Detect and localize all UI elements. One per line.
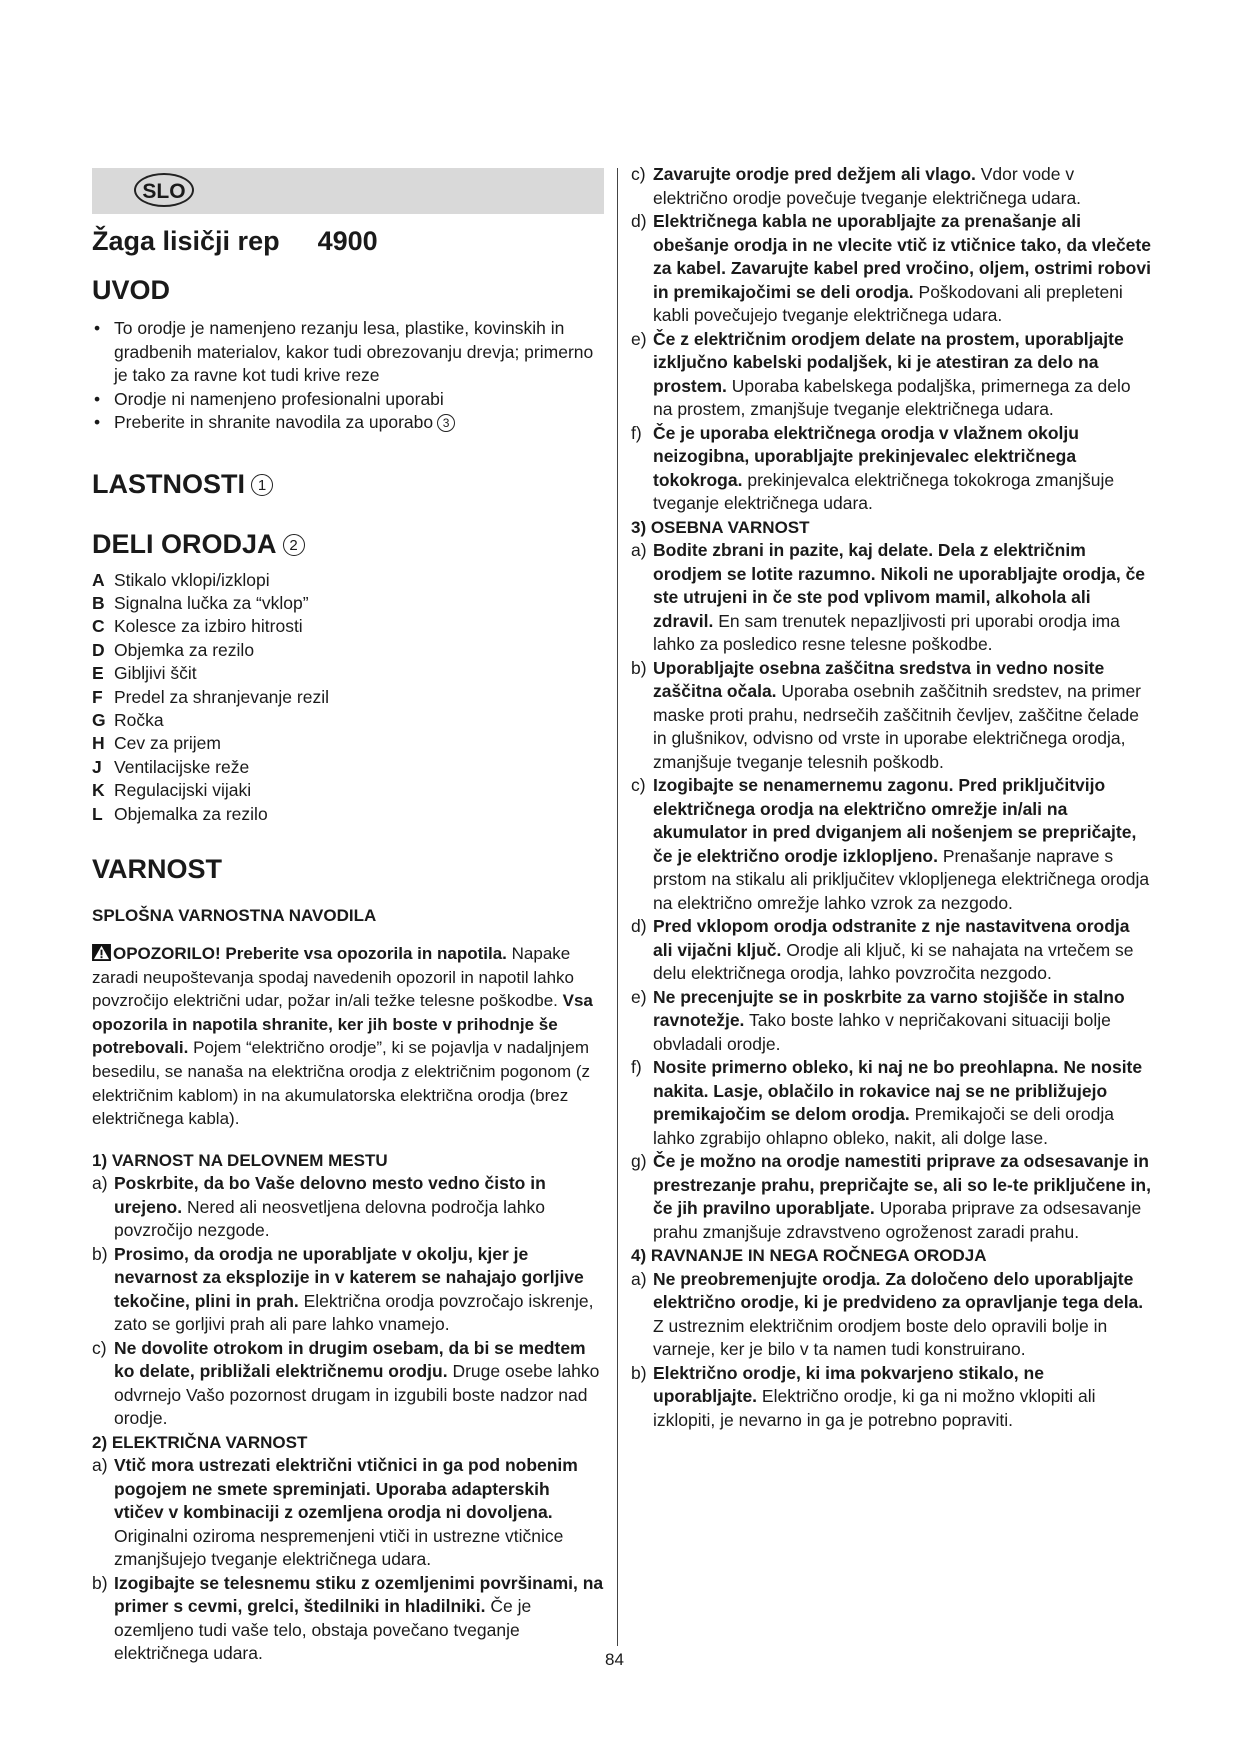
- language-badge: SLO: [134, 173, 194, 207]
- intro-list: [92, 317, 604, 435]
- item-text: Uporaba priprave za odsesavanje prahu zmanjšuje zdravstveno ogroženost zaradi prahu.: [653, 1198, 1142, 1242]
- subheading-general-safety: SPLOŠNA VARNOSTNA NAVODILA: [92, 905, 377, 925]
- item-text: Prenašanje naprave s prstom na stikalu ali priključitev vklopljenega električnega orodja na električno omrežje lahko vzrok za nezgodo.: [653, 845, 1150, 913]
- item-label: f): [631, 422, 642, 443]
- section-title: 1) VARNOST NA DELOVNEM MESTU: [92, 1150, 388, 1170]
- list-item: [631, 328, 1151, 422]
- part-label: Kolesce za izbiro hitrosti: [114, 616, 303, 637]
- part-key: K: [92, 780, 105, 801]
- item-label: a): [92, 1455, 108, 1476]
- list-item: [631, 163, 1151, 210]
- part-label: Stikalo vklopi/izklopi: [114, 569, 270, 590]
- item-bold: Bodite zbrani in pazite, kaj delate. Dela z električnim orodjem se lotite razumno. Nikoli ne uporabljajte orodja, če ste utrujeni in če ste pod vplivom mamil, alkohola ali zdravil.: [653, 540, 1146, 631]
- part-item: [92, 569, 604, 592]
- item-text: Električna orodja povzročajo iskrenje, zato se gorljivi prah ali pare lahko vnamejo.: [114, 1290, 594, 1335]
- item-bold: Ne dovolite otrokom in drugim osebam, da bi se medtem ko delate, približali električnemu orodju.: [114, 1337, 586, 1382]
- item-bold: Nosite primerno obleko, ki naj ne bo preohlapna. Ne nosite nakita. Lasje, oblačilo in rokavice naj se ne približujejo premikajočim se delom orodja.: [653, 1057, 1143, 1124]
- list-item: [631, 210, 1151, 328]
- item-label: a): [631, 1268, 647, 1289]
- column-divider: [617, 168, 618, 1646]
- part-item: [92, 732, 604, 755]
- item-bold: Zavarujte orodje pred dežjem ali vlago.: [653, 164, 976, 184]
- item-label: c): [631, 775, 646, 795]
- list-item: [631, 657, 1151, 775]
- figure-ref: 1: [251, 474, 273, 496]
- part-key: J: [92, 756, 102, 777]
- part-key: A: [92, 569, 105, 590]
- list-item: [631, 1362, 1151, 1433]
- part-key: L: [92, 803, 103, 824]
- item-label: f): [631, 1057, 642, 1077]
- item-label: c): [631, 164, 646, 184]
- part-label: Objemalka za rezilo: [114, 803, 268, 824]
- part-item: [92, 779, 604, 802]
- item-text: Električno orodje, ki ga ni možno vklopiti ali izklopiti, je nevarno in ga je potrebno popraviti.: [653, 1386, 1096, 1430]
- item-label: e): [631, 328, 647, 349]
- list-item: [631, 986, 1151, 1057]
- item-label: b): [92, 1572, 108, 1593]
- item-bold: Ne preobremenjujte orodja. Za določeno delo uporabljajte električno orodje, ki je predvideno za opravljanje tega dela.: [653, 1268, 1144, 1312]
- section-personal: [631, 516, 1151, 1245]
- item-bold: Če je možno na orodje namestiti priprave za odsesavanje in prestrezanje prahu, prepričajte se, ali so le-te priključene in, če jih pravilno uporabljate.: [653, 1151, 1151, 1218]
- product-name: Žaga lisičji rep: [92, 226, 280, 256]
- item-bold: Če je uporaba električnega orodja v vlažnem okolju neizogibna, uporabljajte prekinjevalec električnega tokokroga.: [653, 422, 1079, 490]
- warning-paragraph: OPOZORILO! Preberite vsa opozorila in napotila. Napake zaradi neupoštevanja spodaj navedenih opozoril in napotil lahko povzročijo električni udar, požar in/ali težke telesne poškodbe. Vsa opozorila in napotila shranite, ker jih boste v prihodnje še potrebovali. Pojem “električno orodje”, ki se pojavlja v nadaljnjem besedilu, se nanaša na električna orodja z električnim pogonom (z električnim kablom) in na akumulatorska električna orodja (brez električnega kabla).: [92, 943, 593, 1129]
- list-item: • To orodje je namenjeno rezanju lesa, plastike, kovinskih in gradbenih materialov, kakor tudi obrezovanju drevja; primerno je tako za ravne kot tudi krive reze: [92, 317, 604, 388]
- item-text: En sam trenutek nepazljivosti pri uporabi orodja ima lahko za posledico resne telesne poškodbe.: [653, 610, 1120, 654]
- item-text: Premikajoči se deli orodja lahko zgrabijo ohlapno obleko, nakit, ali dolge lase.: [653, 1104, 1115, 1148]
- language-bar: [92, 168, 604, 214]
- item-label: c): [92, 1337, 107, 1358]
- list-item: [631, 774, 1151, 915]
- item-label: e): [631, 986, 647, 1007]
- part-item: [92, 686, 604, 709]
- left-column: [92, 168, 604, 1666]
- section-title: 4) RAVNANJE IN NEGA ROČNEGA ORODJA: [631, 1246, 987, 1265]
- part-key: D: [92, 639, 105, 660]
- part-key: F: [92, 686, 103, 707]
- section-care: [631, 1244, 1151, 1432]
- figure-ref: 2: [283, 534, 305, 556]
- part-label: Regulacijski vijaki: [114, 780, 252, 801]
- list-item: [631, 1268, 1151, 1362]
- heading-uvod: UVOD: [92, 275, 171, 305]
- item-label: g): [631, 1151, 647, 1171]
- item-bold: Poskrbite, da bo Vaše delovno mesto vedno čisto in urejeno.: [114, 1173, 546, 1217]
- item-text: Z ustreznim električnim orodjem boste delo opravili bolje in varneje, ker je bilo v ta namen tudi konstruirano.: [653, 1315, 1108, 1359]
- list-item: [631, 915, 1151, 986]
- item-bold: Električnega kabla ne uporabljajte za prenašanje ali obešanje orodja in ne vlecite vtič iz vtičnice tako, da vlečete za kabel. Zavarujte kabel pred vročino, oljem, ostrimi robovi in premikajočimi se deli orodja.: [653, 211, 1151, 302]
- heading-varnost: VARNOST: [92, 853, 223, 884]
- item-label: b): [92, 1243, 108, 1264]
- list-item: [631, 422, 1151, 516]
- part-item: [92, 662, 604, 685]
- item-text: Originalni oziroma nespremenjeni vtiči in ustrezne vtičnice zmanjšujejo tveganje električnega udara.: [114, 1525, 564, 1570]
- figure-ref: 3: [437, 414, 455, 432]
- item-bold: Ne precenjujte se in poskrbite za varno stojišče in stalno ravnotežje.: [653, 986, 1125, 1030]
- item-label: d): [631, 916, 647, 936]
- product-model: 4900: [317, 226, 378, 256]
- item-bold: Izogibajte se telesnemu stiku z ozemljenimi površinami, na primer s cevmi, grelci, štedilniki in hladilniki.: [114, 1572, 604, 1617]
- part-key: H: [92, 733, 105, 754]
- item-bold: Izogibajte se nenamernemu zagonu. Pred priključitvijo električnega orodja na električno omrežje in/ali na akumulator in pred dviganjem ali nošenjem se prepričajte, če je električno orodje izklopljeno.: [653, 775, 1137, 866]
- part-key: G: [92, 709, 106, 730]
- item-text: Poškodovani ali prepleteni kabli povečujejo tveganje električnega udara.: [653, 281, 1123, 325]
- list-item: [631, 1056, 1151, 1150]
- page-number: 84: [605, 1650, 624, 1669]
- item-bold: Če z električnim orodjem delate na prostem, uporabljajte izključno kabelski podaljšek, ki je atestiran za delo na prostem.: [653, 328, 1124, 396]
- part-item: [92, 592, 604, 615]
- part-label: Gibljivi ščit: [114, 663, 197, 684]
- item-text: Če je ozemljeno tudi vaše telo, obstaja povečano tveganje električnega udara.: [114, 1596, 532, 1664]
- item-text: Uporaba osebnih zaščitnih sredstev, na primer maske proti prahu, nedrsečih zaščitnih čevljev, zaščitne čelade in glušnikov, odvisno od vrste in uporabe električnega orodja, zmanjšuje tveganje telesnih poškodb.: [653, 681, 1142, 772]
- item-text: Nered ali neosvetljena delovna področja lahko povzročijo nezgode.: [114, 1196, 545, 1241]
- list-item: [92, 1172, 604, 1243]
- item-text: Vdor vode v električno orodje povečuje tveganje električnega udara.: [653, 164, 1082, 208]
- part-key: E: [92, 663, 104, 684]
- list-item: [631, 1150, 1151, 1244]
- product-title: [92, 226, 604, 257]
- item-text: Druge osebe lahko odvrnejo Vašo pozornost drugam in izgubili boste nadzor nad orodje.: [114, 1361, 600, 1429]
- part-item: [92, 709, 604, 732]
- part-label: Signalna lučka za “vklop”: [114, 592, 309, 613]
- item-bold: Električno orodje, ki ima pokvarjeno stikalo, ne uporabljajte.: [653, 1362, 1044, 1406]
- item-label: b): [631, 1362, 647, 1383]
- heading-deli-orodja: DELI ORODJA 2: [92, 525, 604, 563]
- item-text: prekinjevalca električnega tokokroga zmanjšuje tveganje električnega udara.: [653, 469, 1115, 513]
- item-bold: Vtič mora ustrezati električni vtičnici in ga pod nobenim pogojem ne smete spreminjati. Uporaba adapterskih vtičev v kombinaciji z ozemljena orodja ni dovoljena.: [114, 1455, 578, 1523]
- list-item: [92, 1454, 604, 1572]
- list-item: [631, 539, 1151, 657]
- part-label: Predel za shranjevanje rezil: [114, 686, 329, 707]
- section-electrical-a: [92, 1431, 604, 1666]
- item-bold: Pred vklopom orodja odstranite z nje nastavitvena orodja ali vijačni ključ.: [653, 916, 1130, 960]
- part-label: Cev za prijem: [114, 733, 221, 754]
- part-label: Ventilacijske reže: [114, 756, 250, 777]
- item-label: d): [631, 211, 647, 231]
- part-key: C: [92, 616, 105, 637]
- right-column: [631, 163, 1151, 1432]
- part-item: [92, 803, 604, 826]
- warning-icon: [92, 944, 111, 961]
- item-text: Uporaba kabelskega podaljška, primernega za delo na prostem, zmanjšuje tveganje električnega udara.: [653, 375, 1131, 419]
- list-item: [92, 1337, 604, 1431]
- parts-list: [92, 569, 604, 826]
- part-label: Objemka za rezilo: [114, 639, 255, 660]
- part-label: Ročka: [114, 709, 164, 730]
- item-text: Orodje ali ključ, ki se nahajata na vrtečem se delu električnega orodja, lahko povzročita nezgodo.: [653, 939, 1134, 983]
- part-item: [92, 615, 604, 638]
- list-item: • Orodje ni namenjeno profesionalni uporabi: [92, 388, 604, 412]
- item-label: a): [631, 540, 647, 560]
- item-bold: Uporabljajte osebna zaščitna sredstva in vedno nosite zaščitna očala.: [653, 657, 1105, 701]
- heading-lastnosti: LASTNOSTI 1: [92, 465, 604, 503]
- item-text: Tako boste lahko v nepričakovani situaciji bolje obvladali orodje.: [653, 1010, 1111, 1054]
- section-title: 2) ELEKTRIČNA VARNOST: [92, 1432, 308, 1452]
- part-item: [92, 639, 604, 662]
- item-label: b): [631, 657, 647, 678]
- list-item: • Preberite in shranite navodila za uporabo 3: [92, 411, 604, 435]
- item-label: a): [92, 1173, 108, 1194]
- section-title: 3) OSEBNA VARNOST: [631, 517, 810, 537]
- part-item: [92, 756, 604, 779]
- section-electrical-b: [631, 163, 1151, 516]
- list-item: [92, 1243, 604, 1337]
- item-bold: Prosimo, da orodja ne uporabljate v okolju, kjer je nevarnost za eksplozije in v katerem se nahajajo gorljive tekočine, plini in prah.: [114, 1243, 584, 1311]
- section-work-area: [92, 1149, 604, 1431]
- list-item: [92, 1572, 604, 1666]
- part-key: B: [92, 592, 105, 613]
